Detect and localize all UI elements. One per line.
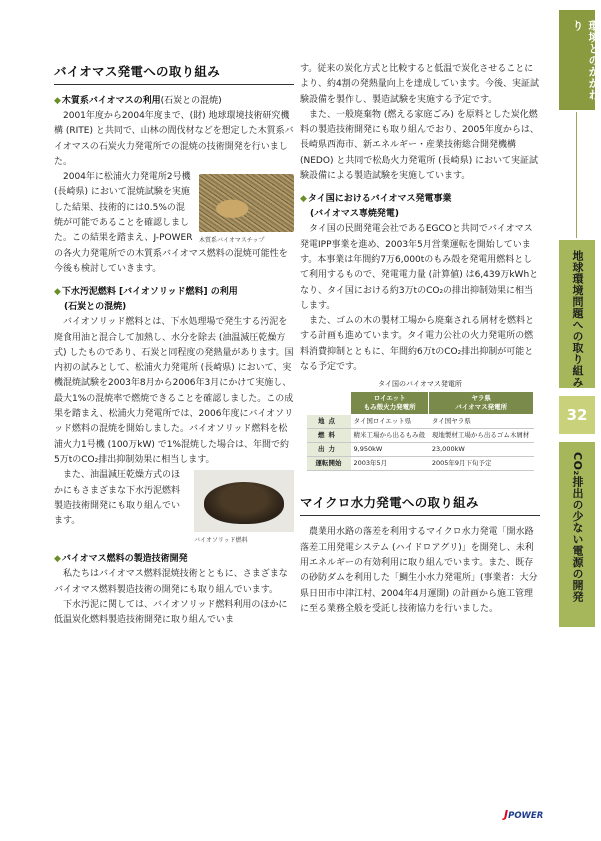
- paragraph: また、ゴムの木の製材工場から廃棄される屑材を燃料とする計画も進めています。タイ電力公社の火力発電所の燃料消費抑制とともに、年間約6万tのCO₂排出抑制が可能となる予定です。: [300, 316, 535, 373]
- paragraph: 私たちはバイオマス燃料混焼技術とともに、さまざまなバイオマス燃料製造技術の開発にも取り組んでいます。: [54, 569, 288, 595]
- subheading-wood-biomass: ◆木質系バイオマスの利用(石炭との混焼): [54, 96, 222, 106]
- tab-low-co2[interactable]: CO₂排出の少ない電源の開発: [559, 442, 595, 627]
- paragraph: 2004年に松浦火力発電所2号機 (長崎県) において混焼試験を実施した結果、技術的には0.5%の混焼が可能であることを確認しました。この結果を踏まえ、J-POWERの各火力発電所での木質系バイオマス燃料の混焼可能性を今後も検討していきます。: [54, 172, 288, 274]
- table-header: ロイエット もみ殻火力発電所: [351, 392, 429, 415]
- side-index-rail: [559, 0, 600, 841]
- left-column: [54, 62, 294, 628]
- table-cell: 現地製材工場から出るゴム木屑材: [429, 429, 534, 443]
- subheading-fuel-production: ◆バイオマス燃料の製造技術開発: [54, 554, 188, 565]
- table-row: [307, 429, 534, 443]
- tab-global-issues[interactable]: 地球環境問題への取り組み: [559, 240, 595, 388]
- diamond-icon: ◆: [54, 96, 61, 106]
- table-header: ヤラ県 バイオマス発電所: [429, 392, 534, 415]
- table-row: [307, 443, 534, 457]
- paragraph: 2001年度から2004年度まで、(財) 地球環境技術研究機構 (RITE) と共同で、山林の間伐材などを想定した木質系バイオマスの石炭火力発電所での混焼の技術開発を行いました。: [54, 111, 294, 167]
- subheading-sewage-sludge: ◆下水汚泥燃料 [バイオソリッド燃料] の利用: [54, 287, 238, 298]
- figure-caption: バイオソリッド燃料: [194, 537, 248, 545]
- subheading-note: (石炭との混焼): [64, 302, 127, 313]
- tab-environment[interactable]: 環境とのかかわり: [559, 10, 595, 110]
- figure-biosolid: [194, 470, 294, 544]
- paragraph: バイオソリッド燃料とは、下水処理場で発生する汚泥を廃食用油と混合して加熱し、水分を除去 (油温減圧乾燥方式) したものであり、石炭と同程度の発熱量があります。国内初の試みとして、松浦火力発電所 (長崎県) において、実機混焼試験を2003年8月から2006年3月にかけて実施し、最大1%の混焼率で燃焼できることを確認しました。この成果を踏まえ、松浦火力発電所では、2006年度にバイオソリッド燃料の混焼を開始しました。バイオソリッド燃料を松浦火力1号機 (100万kW) で1%混焼した場合は、年間で約5万tのCO₂排出抑制効果に相当します。: [54, 317, 294, 465]
- table-cell: タイ国ロイエット県: [351, 415, 429, 429]
- row-label: 燃料: [307, 429, 351, 443]
- row-label: 運転開始: [307, 457, 351, 471]
- table-cell: 2005年9月下旬予定: [429, 457, 534, 471]
- biosolid-photo: [194, 470, 294, 532]
- table-cell: 精米工場から出るもみ殻: [351, 429, 429, 443]
- paragraph: タイ国の民間発電会社であるEGCOと共同でバイオマス発電IPP事業を進め、2003年5月営業運転を開始しています。本事業は年間約7万6,000tのもみ殻を発電用燃料として利用するもので、発電電力量 (計算値) は6,439万kWhとなり、タイ国における約3万tのCO₂の排出抑制効果に相当します。: [300, 224, 539, 311]
- table-row: [307, 457, 534, 471]
- diamond-icon: ◆: [54, 287, 61, 298]
- table-cell: タイ国ヤラ県: [429, 415, 534, 429]
- subheading-note: (バイオマス専焼発電): [310, 209, 399, 220]
- right-column: [300, 62, 540, 617]
- page-number: 32: [559, 396, 595, 434]
- section-title-biomass: バイオマス発電への取り組み: [54, 62, 294, 85]
- wood-chip-photo: [199, 174, 294, 232]
- diamond-icon: ◆: [300, 194, 307, 205]
- table-title: タイ国のバイオマス発電所: [378, 380, 462, 389]
- table-row: [307, 415, 534, 429]
- figure-wood-chip: [199, 174, 294, 244]
- table-cell: 23,000kW: [429, 443, 534, 457]
- row-label: 出力: [307, 443, 351, 457]
- figure-caption: 木質系バイオマスチップ: [199, 237, 265, 245]
- section-title-micro-hydro: マイクロ水力発電への取り組み: [300, 493, 540, 516]
- paragraph: また、一般廃棄物 (燃える家庭ごみ) を原料とした炭化燃料の製造技術開発にも取り組んでおり、2005年度からは、長崎県西海市、新エネルギー・産業技術総合開発機構 (NEDO) と共同で松島火力発電所 (長崎県) において実証試験設備による製造試験を実施しています。: [300, 109, 539, 182]
- paragraph: す。従来の炭化方式と比較すると低温で炭化させることにより、約4割の発熱量向上を達成しています。今後、実証試験設備を製作し、製造試験を実施する予定です。: [300, 64, 540, 105]
- table-corner: [307, 392, 351, 415]
- paragraph: 下水汚泥に関しては、バイオソリッド燃料利用のほかに低温炭化燃料製造技術開発に取り組んでいま: [54, 599, 288, 626]
- rail-divider: [576, 112, 577, 238]
- diamond-icon: ◆: [54, 554, 61, 565]
- table-cell: 9,950kW: [351, 443, 429, 457]
- table-cell: 2003年5月: [351, 457, 429, 471]
- thailand-plant-table: [306, 391, 534, 471]
- jpower-logo: JPOWER: [504, 808, 544, 821]
- subheading-thailand: ◆タイ国におけるバイオマス発電事業: [300, 194, 452, 205]
- row-label: 地点: [307, 415, 351, 429]
- paragraph: 農業用水路の落差を利用するマイクロ水力発電「開水路落差工用発電システム (ハイドロアグリ)」を開発し、未利用エネルギーの有効利用に取り組んでいます。また、既存の砂防ダムを利用した「鯛生小水力発電所」(事業者：大分県日田市中津江村、2004年4月運開) の計画から施工管理に至る業務全般を受託し技術協力を行いました。: [300, 527, 538, 614]
- paragraph: また、油温減圧乾燥方式のほかにもさまざまな下水汚泥燃料製造技術開発にも取り組んでいます。: [54, 470, 181, 527]
